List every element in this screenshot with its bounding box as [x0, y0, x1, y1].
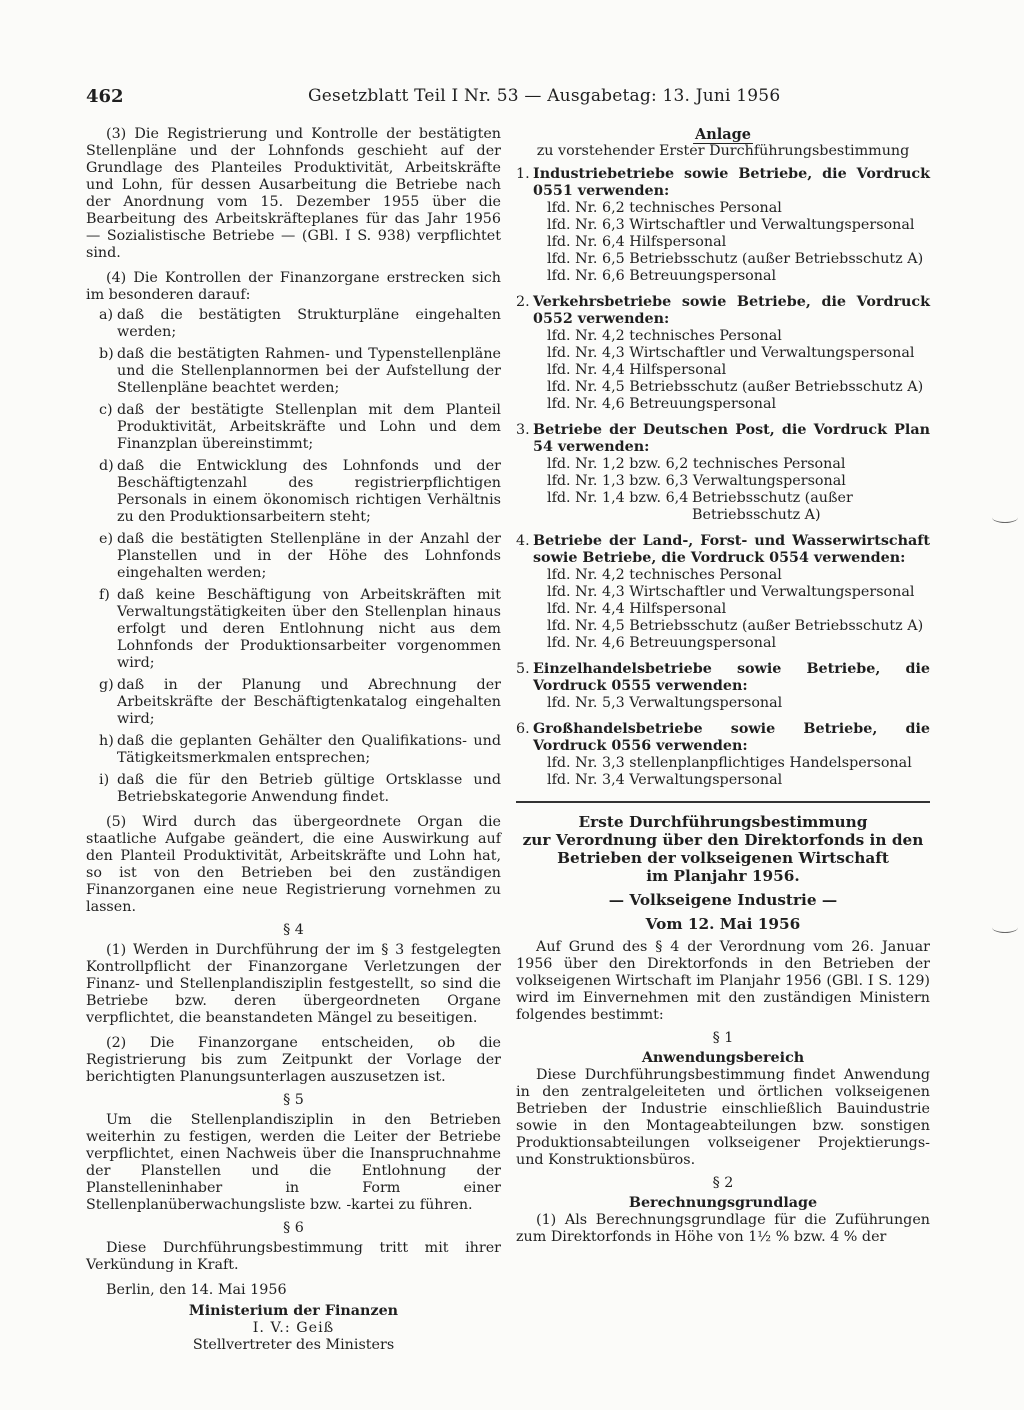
list-item: d) daß die Entwicklung des Lohnfonds und der Beschäftigtenzahl des registrierpflichtigen Personals in einem ökonomisch richtigen Verhältnis zu den Produktionsarbeitern steht; — [99, 458, 501, 525]
section-title-1: Anwendungsbereich — [641, 1050, 805, 1066]
list-item: h) daß die geplanten Gehälter den Qualifikations- und Tätigkeitsmerkmalen entsprechen; — [99, 733, 501, 766]
list-item: lfd. Nr. 6,6 Betreuungspersonal — [547, 268, 777, 284]
intro-paragraph: Auf Grund des § 4 der Verordnung vom 26. Januar 1956 über den Direktorfonds in den Betrieben der volkseigenen Wirtschaft im Planjahr 1956 (GBl. I S. 129) wird im Einvernehmen mit den zuständigen Ministern folgendes bestimmt: — [516, 939, 930, 1023]
left-column — [86, 126, 501, 1354]
list-item: lfd. Nr. 4,2 technisches Personal — [547, 567, 782, 583]
running-head: Gesetzblatt Teil I Nr. 53 — Ausgabetag: 13. Juni 1956 — [308, 86, 781, 106]
paragraph-6: Diese Durchführungsbestimmung tritt mit ihrer Verkündung in Kraft. — [86, 1240, 501, 1273]
list-item: e) daß die bestätigten Stellenpläne in der Anzahl der Planstellen und in der Höhe des Lohnfonds eingehalten werden; — [99, 531, 501, 581]
list-item: lfd. Nr. 1,2 bzw. 6,2 technisches Personal — [547, 456, 846, 472]
ordinance-subtitle: — Volkseigene Industrie — — [608, 891, 838, 909]
paragraph-3-4: (4) Die Kontrollen der Finanzorgane erstrecken sich im besonderen darauf: — [86, 270, 501, 303]
list-item: lfd. Nr. 1,3 bzw. 6,3 Verwaltungspersonal — [547, 473, 846, 489]
annex-group: 1. Industriebetriebe sowie Betriebe, die Vordruck 0551 verwenden: lfd. Nr. 6,2 technisches Personal lfd. Nr. 6,3 Wirtschaftler und Verwaltungspersonal lfd. Nr. 6,4 Hilfspersonal lfd. Nr. 6,5 Betriebsschutz (außer Betriebsschutz A) lfd. Nr. 6,6 Betreuungspersonal — [516, 166, 930, 284]
list-item: lfd. Nr. 4,6 Betreuungspersonal — [547, 635, 777, 651]
list-item: lfd. Nr. 3,3 stellenplanpflichtiges Handelspersonal — [547, 755, 912, 771]
page-header — [86, 86, 938, 112]
ordinance-title: im Planjahr 1956. — [646, 867, 800, 885]
section-heading-5: § 5 — [283, 1092, 304, 1108]
margin-mark — [992, 922, 1018, 933]
ordinance-date: Vom 12. Mai 1956 — [645, 915, 801, 933]
control-list — [86, 307, 501, 806]
paragraph-5: Um die Stellenplandisziplin in den Betrieben weiterhin zu festigen, werden die Leiter der Betriebe verpflichtet, einen Nachweis über die Inanspruchnahme der Planstellen und die Entlohnung der Planstelleninhaber in Form einer Stellenplanüberwachungsliste bzw. -kartei zu führen. — [86, 1112, 501, 1213]
list-item: lfd. Nr. 4,4 Hilfspersonal — [547, 362, 727, 378]
annex-group: 5. Einzelhandelsbetriebe sowie Betriebe, die Vordruck 0555 verwenden: lfd. Nr. 5,3 Verwaltungspersonal — [516, 661, 930, 711]
list-item: g) daß in der Planung und Abrechnung der Arbeitskräfte der Beschäftigtenkatalog eingehalten wird; — [99, 677, 501, 727]
annex-group: 6. Großhandelsbetriebe sowie Betriebe, die Vordruck 0556 verwenden: lfd. Nr. 3,3 stellenplanpflichtiges Handelspersonal lfd. Nr. 3,4 Verwaltungspersonal — [516, 721, 930, 788]
list-item: f) daß keine Beschäftigung von Arbeitskräften mit Verwaltungstätigkeiten über den Stellenplan hinaus erfolgt und deren Entlohnung nicht aus dem Lohnfonds der Produktionsarbeiter vorgenommen wird; — [99, 587, 501, 671]
ordinance-title: Betrieben der volkseigenen Wirtschaft — [557, 849, 889, 867]
list-item: b) daß die bestätigten Rahmen- und Typenstellenpläne und die Stellenplannormen bei der Aufstellung der Stellenpläne beachtet werden; — [99, 346, 501, 396]
list-item: lfd. Nr. 3,4 Verwaltungspersonal — [547, 772, 783, 788]
section-divider — [516, 801, 930, 803]
annex-group: 3. Betriebe der Deutschen Post, die Vordruck Plan 54 verwenden: lfd. Nr. 1,2 bzw. 6,2 technisches Personal lfd. Nr. 1,3 bzw. 6,3 Verwaltungspersonal lfd. Nr. 1,4 bzw. 6,4 Betriebsschutz (außer Betriebsschutz A) — [516, 422, 930, 523]
list-item: lfd. Nr. 4,6 Betreuungspersonal — [547, 396, 777, 412]
annex-group: 4. Betriebe der Land-, Forst- und Wasserwirtschaft sowie Betriebe, die Vordruck 0554 verwenden: lfd. Nr. 4,2 technisches Personal lfd. Nr. 4,3 Wirtschaftler und Verwaltungspersonal lfd. Nr. 4,4 Hilfspersonal lfd. Nr. 4,5 Betriebsschutz (außer Betriebsschutz A) lfd. Nr. 4,6 Betreuungspersonal — [516, 533, 930, 651]
paragraph-3-3: (3) Die Registrierung und Kontrolle der bestätigten Stellenpläne und der Lohnfonds geschieht auf der Grundlage des Planteiles Produktivität, Arbeitskräfte und Lohn, für dessen Ausarbeitung die Betriebe nach der Anordnung vom 15. Dezember 1955 über die Bearbeitung des Arbeitskräfteplanes für das Jahr 1956 — Sozialistische Betriebe — (GBl. I S. 938) verpflichtet sind. — [86, 126, 501, 261]
list-item: lfd. Nr. 4,5 Betriebsschutz (außer Betriebsschutz A) — [547, 379, 924, 395]
ordinance-title: zur Verordnung über den Direktorfonds in den — [522, 831, 924, 849]
paragraph-3-5: (5) Wird durch das übergeordnete Organ die staatliche Aufgabe geändert, die eine Auswirkung auf den Planteil Produktivität, Arbeitskräfte und Lohn hat, so ist von den Betrieben bei den zuständigen Finanzorganen eine neue Registrierung vornehmen zu lassen. — [86, 814, 501, 915]
paragraph-2-1: (1) Als Berechnungsgrundlage für die Zuführungen zum Direktorfonds in Höhe von 1½ % bzw. 4 % der — [516, 1212, 930, 1245]
list-item: lfd. Nr. 1,4 bzw. 6,4 Betriebsschutz (außer Betriebsschutz A) — [547, 490, 853, 523]
right-column — [516, 126, 930, 1246]
ministry-name: Ministerium der Finanzen — [188, 1303, 399, 1319]
list-item: lfd. Nr. 5,3 Verwaltungspersonal — [547, 695, 783, 711]
section-heading-2: § 2 — [712, 1175, 734, 1191]
list-item: lfd. Nr. 6,2 technisches Personal — [547, 200, 782, 216]
list-item: lfd. Nr. 6,3 Wirtschaftler und Verwaltungspersonal — [547, 217, 915, 233]
section-title-2: Berechnungsgrundlage — [628, 1195, 818, 1211]
annex-subtitle: zu vorstehender Erster Durchführungsbestimmung — [536, 143, 910, 159]
page-number: 462 — [86, 86, 124, 107]
list-item: lfd. Nr. 4,3 Wirtschaftler und Verwaltungspersonal — [547, 345, 915, 361]
list-item: lfd. Nr. 4,2 technisches Personal — [547, 328, 782, 344]
list-item: lfd. Nr. 4,4 Hilfspersonal — [547, 601, 727, 617]
margin-mark — [992, 512, 1018, 523]
paragraph-4-1: (1) Werden in Durchführung der im § 3 festgelegten Kontrollpflicht der Finanzorgane Verletzungen der Finanz- und Stellenplandisziplin festgestellt, so sind die Betriebe bzw. deren übergeordneten Organe verpflichtet, die beanstandeten Mängel zu beseitigen. — [86, 942, 501, 1026]
list-item: lfd. Nr. 4,5 Betriebsschutz (außer Betriebsschutz A) — [547, 618, 924, 634]
list-item: i) daß die für den Betrieb gültige Ortsklasse und Betriebskategorie Anwendung findet. — [99, 772, 501, 805]
list-item: lfd. Nr. 4,3 Wirtschaftler und Verwaltungspersonal — [547, 584, 915, 600]
section-heading-6: § 6 — [283, 1220, 304, 1236]
list-item: c) daß der bestätigte Stellenplan mit dem Planteil Produktivität, Arbeitskräfte und Lohn und dem Finanzplan übereinstimmt; — [99, 402, 501, 452]
annex-group: 2. Verkehrsbetriebe sowie Betriebe, die Vordruck 0552 verwenden: lfd. Nr. 4,2 technisches Personal lfd. Nr. 4,3 Wirtschaftler und Verwaltungspersonal lfd. Nr. 4,4 Hilfspersonal lfd. Nr. 4,5 Betriebsschutz (außer Betriebsschutz A) lfd. Nr. 4,6 Betreuungspersonal — [516, 294, 930, 412]
signer-title: Stellvertreter des Ministers — [192, 1337, 395, 1353]
signer-name: I. V.: Geiß — [252, 1320, 335, 1336]
section-heading-4: § 4 — [283, 922, 304, 938]
paragraph-4-2: (2) Die Finanzorgane entscheiden, ob die Registrierung bis zum Zeitpunkt der Vorlage der berichtigten Planungsunterlagen auszusetzen ist. — [86, 1035, 501, 1085]
ordinance-title: Erste Durchführungsbestimmung — [578, 813, 868, 831]
section-heading-1: § 1 — [712, 1030, 734, 1046]
list-item: a) daß die bestätigten Strukturpläne eingehalten werden; — [99, 307, 501, 340]
list-item: lfd. Nr. 6,4 Hilfspersonal — [547, 234, 727, 250]
place-date: Berlin, den 14. Mai 1956 — [106, 1282, 287, 1298]
annex-title: Anlage — [694, 126, 752, 143]
paragraph-1: Diese Durchführungsbestimmung findet Anwendung in den zentralgeleiteten und örtlichen volkseigenen Betrieben der Industrie einschließlich Bauindustrie sowie in den Montageabteilungen bzw. sonstigen Produktionsabteilungen volkseigener Projektierungs- und Konstruktionsbüros. — [516, 1067, 930, 1168]
list-item: lfd. Nr. 6,5 Betriebsschutz (außer Betriebsschutz A) — [547, 251, 924, 267]
